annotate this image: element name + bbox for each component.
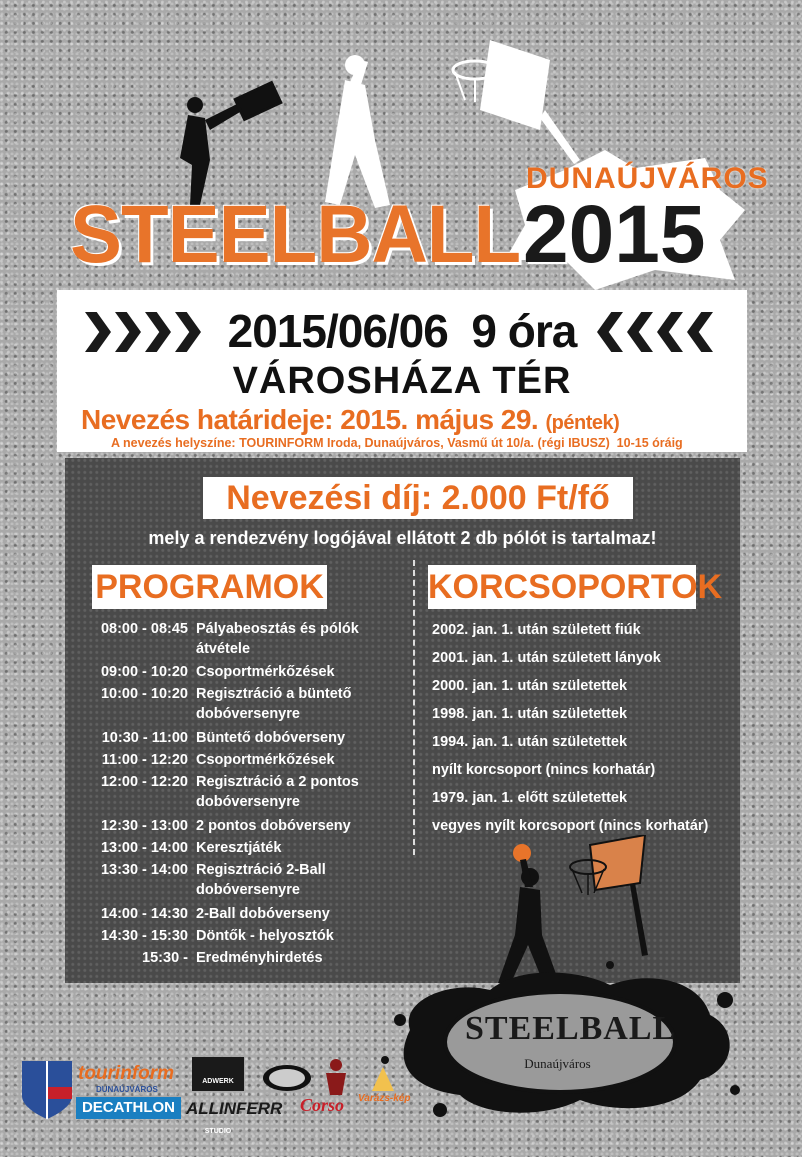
- tourinform-logo: tourinform: [78, 1063, 175, 1084]
- entry-fee: Nevezési díj: 2.000 Ft/fő: [226, 479, 610, 517]
- age-group-item: vegyes nyílt korcsoport (nincs korhatár): [432, 818, 709, 834]
- city-label: DUNAÚJVÁROS: [526, 162, 769, 195]
- decathlon-logo: DECATHLON: [76, 1097, 181, 1119]
- city-coat-of-arms-icon: [22, 1061, 72, 1119]
- program-row: 11:00 - 12:20 Csoportmérkőzések: [101, 752, 335, 768]
- registration-location: A nevezés helyszíne: TOURINFORM Iroda, Dunaújváros, Vasmű út 10/a. (régi IBUSZ) 10-15 óráig: [111, 436, 683, 450]
- program-row: 13:00 - 14:00 Keresztjáték: [100, 840, 282, 856]
- age-group-item: 2000. jan. 1. után születettek: [432, 678, 628, 694]
- sponsor-bar: [22, 1055, 452, 1135]
- program-row: 12:30 - 13:00 2 pontos dobóverseny: [100, 818, 351, 834]
- program-row: 10:00 - 10:20 Regisztráció a büntető dobóversenyre: [100, 686, 352, 722]
- program-row: 08:00 - 08:45 Pályabeosztás és pólók átvétele: [100, 621, 359, 657]
- program-row: 14:30 - 15:30 Döntők - helyosztók: [100, 928, 334, 944]
- age-group-item: 1994. jan. 1. után születettek: [432, 734, 628, 750]
- event-venue: VÁROSHÁZA TÉR: [232, 360, 572, 402]
- allinferr-logo: ALLINFERR: [186, 1099, 283, 1118]
- tourinform-sub: DUNAÚJVÁROS: [96, 1085, 158, 1094]
- varazs-kep-icon: [372, 1067, 394, 1091]
- info-panel: [57, 290, 747, 452]
- figure-icon: [322, 1057, 350, 1095]
- adwerk-logo: ADWERK STUDIO: [192, 1057, 244, 1091]
- event-year: 2015: [523, 189, 706, 280]
- varazs-kep-logo: Varázs-kép: [358, 1093, 411, 1104]
- programs-title: PROGRAMOK: [95, 568, 324, 606]
- age-group-item: 1998. jan. 1. után születettek: [432, 706, 628, 722]
- age-group-item: 2001. jan. 1. után született lányok: [432, 650, 661, 666]
- program-row: 12:00 - 12:20 Regisztráció a 2 pontos dobóversenyre: [100, 774, 359, 810]
- age-group-item: 1979. jan. 1. előtt születettek: [432, 790, 628, 806]
- program-row: 15:30 - Eredményhirdetés: [142, 950, 323, 966]
- fee-note: mely a rendezvény logójával ellátott 2 db pólót is tartalmaz!: [148, 528, 657, 548]
- event-date-time: 2015/06/06 9 óra: [227, 305, 577, 357]
- corso-logo: Corso: [300, 1095, 345, 1115]
- steelball-small-logo-icon: [262, 1063, 312, 1093]
- age-group-item: nyílt korcsoport (nincs korhatár): [432, 762, 656, 778]
- event-title: STEELBALL: [70, 189, 521, 280]
- steelball-logo-sub: Dunaújváros: [524, 1056, 591, 1071]
- steelball-logo-text: STEELBALL: [465, 1010, 677, 1047]
- deadline-text: Nevezés határideje: 2015. május 29.: [81, 404, 539, 435]
- age-group-item: 2002. jan. 1. után született fiúk: [432, 622, 641, 638]
- program-row: 10:30 - 11:00 Büntető dobóverseny: [101, 730, 346, 746]
- program-row: 09:00 - 10:20 Csoportmérkőzések: [100, 664, 335, 680]
- program-row: 13:30 - 14:00 Regisztráció 2-Ball dobóversenyre: [100, 862, 326, 898]
- program-row: 14:00 - 14:30 2-Ball dobóverseny: [100, 906, 330, 922]
- registration-deadline: [81, 404, 619, 436]
- column-divider: [413, 560, 415, 855]
- deadline-day: (péntek): [545, 412, 620, 434]
- age-groups-title: KORCSOPORTOK: [428, 568, 723, 606]
